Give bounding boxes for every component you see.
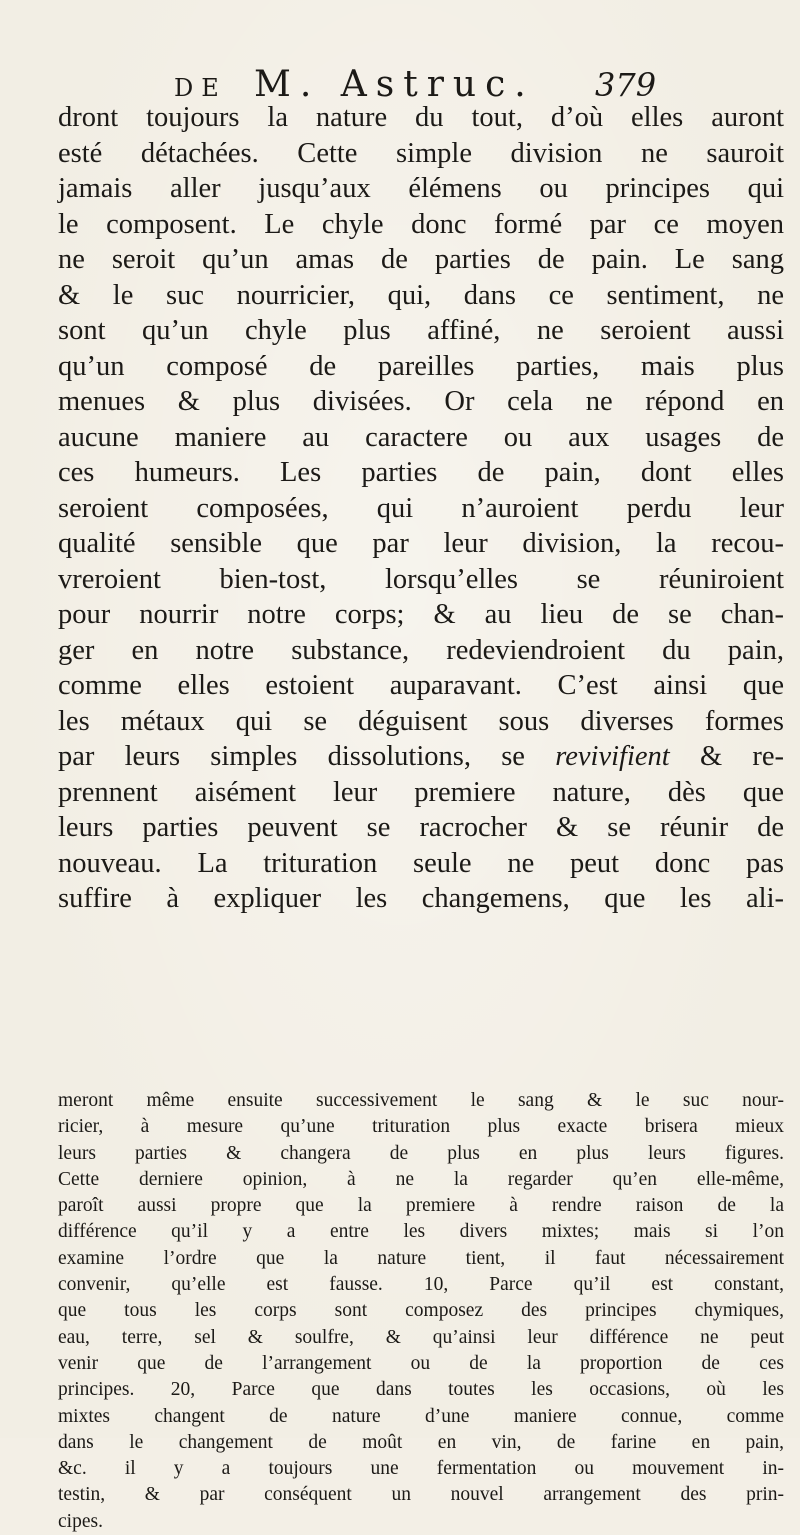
note-line: convenir, qu’elle est fausse. 10, Parce qu’il est constant, [58, 1274, 784, 1296]
text-line: qualité sensible que par leur division, la recou- [58, 528, 784, 559]
text-line-with-italic [58, 739, 784, 775]
header-author: M. Astruc. [254, 64, 535, 105]
text-line: jamais aller jusqu’aux élémens ou principes qui [58, 173, 784, 204]
text-line: nouveau. La trituration seule ne peut donc pas [58, 847, 784, 879]
note-line: principes. 20, Parce que dans toutes les occasions, où les [58, 1379, 784, 1401]
note-line: mixtes changent de nature d’une maniere connue, comme [58, 1405, 784, 1427]
note-line: examine l’ordre que la nature tient, il faut nécessairement [58, 1247, 784, 1269]
note-line: &c. il y a toujours une fermentation ou mouvement in- [58, 1458, 784, 1480]
text-line: vreroient bien-tost, lorsqu’elles se réuniroient [58, 563, 784, 595]
note-line: différence qu’il y a entre les divers mixtes; mais si l’on [58, 1221, 784, 1243]
text-segment: & re- [669, 741, 784, 772]
text-line: comme elles estoient auparavant. C’est ainsi que [58, 670, 784, 701]
footnote-text [58, 1088, 784, 1535]
text-line: ger en notre substance, redeviendroient du pain, [58, 634, 784, 666]
text-line: menues & plus divisées. Or cela ne répond en [58, 386, 784, 417]
note-line: eau, terre, sel & soulfre, & qu’ainsi leur différence ne peut [58, 1326, 784, 1348]
text-segment: par leurs simples dissolutions, se [58, 741, 525, 772]
text-line: qu’un composé de pareilles parties, mais plus [58, 350, 784, 382]
italic-word: revivifient [555, 741, 670, 772]
note-line: testin, & par conséquent un nouvel arrangement des prin- [58, 1484, 784, 1506]
note-line: meront même ensuite successivement le sang & le suc nour- [58, 1090, 784, 1111]
text-line: seroient composées, qui n’auroient perdu leur [58, 492, 784, 524]
text-line: prennent aisément leur premiere nature, dès que [58, 776, 784, 808]
note-line: paroît aussi propre que la premiere à rendre raison de la [58, 1195, 784, 1217]
text-line: leurs parties peuvent se racrocher & se réunir de [58, 812, 784, 843]
text-line: ne seroit qu’un amas de parties de pain. Le sang [58, 244, 784, 275]
text-line: suffire à expliquer les changemens, que les ali- [58, 883, 784, 914]
header-prefix: DE [174, 74, 227, 102]
text-line: sont qu’un chyle plus affiné, ne seroient aussi [58, 315, 784, 346]
main-text [58, 100, 784, 917]
note-line: cipes. [58, 1510, 103, 1532]
text-line: esté détachées. Cette simple division ne sauroit [58, 137, 784, 169]
text-line: & le suc nourricier, qui, dans ce sentiment, ne [58, 279, 784, 311]
text-line: ces humeurs. Les parties de pain, dont elles [58, 457, 784, 488]
note-line: leurs parties & changera de plus en plus leurs figures. [58, 1142, 784, 1164]
note-line: ricier, à mesure qu’une trituration plus exacte brisera mieux [58, 1116, 784, 1138]
text-line: pour nourrir notre corps; & au lieu de se chan- [58, 599, 784, 630]
text-line: aucune maniere au caractere ou aux usages de [58, 421, 784, 453]
text-line: dront toujours la nature du tout, d’où elles auront [58, 102, 784, 133]
note-line: venir que de l’arrangement ou de la proportion de ces [58, 1352, 784, 1374]
page-number: 379 [595, 66, 657, 104]
note-line: dans le changement de moût en vin, de farine en pain, [58, 1431, 784, 1453]
note-line: que tous les corps sont composez des principes chymiques, [58, 1300, 784, 1322]
note-line: Cette derniere opinion, à ne la regarder qu’en elle-même, [58, 1168, 784, 1190]
text-line: le composent. Le chyle donc formé par ce moyen [58, 208, 784, 240]
text-line: les métaux qui se déguisent sous diverses formes [58, 705, 784, 737]
